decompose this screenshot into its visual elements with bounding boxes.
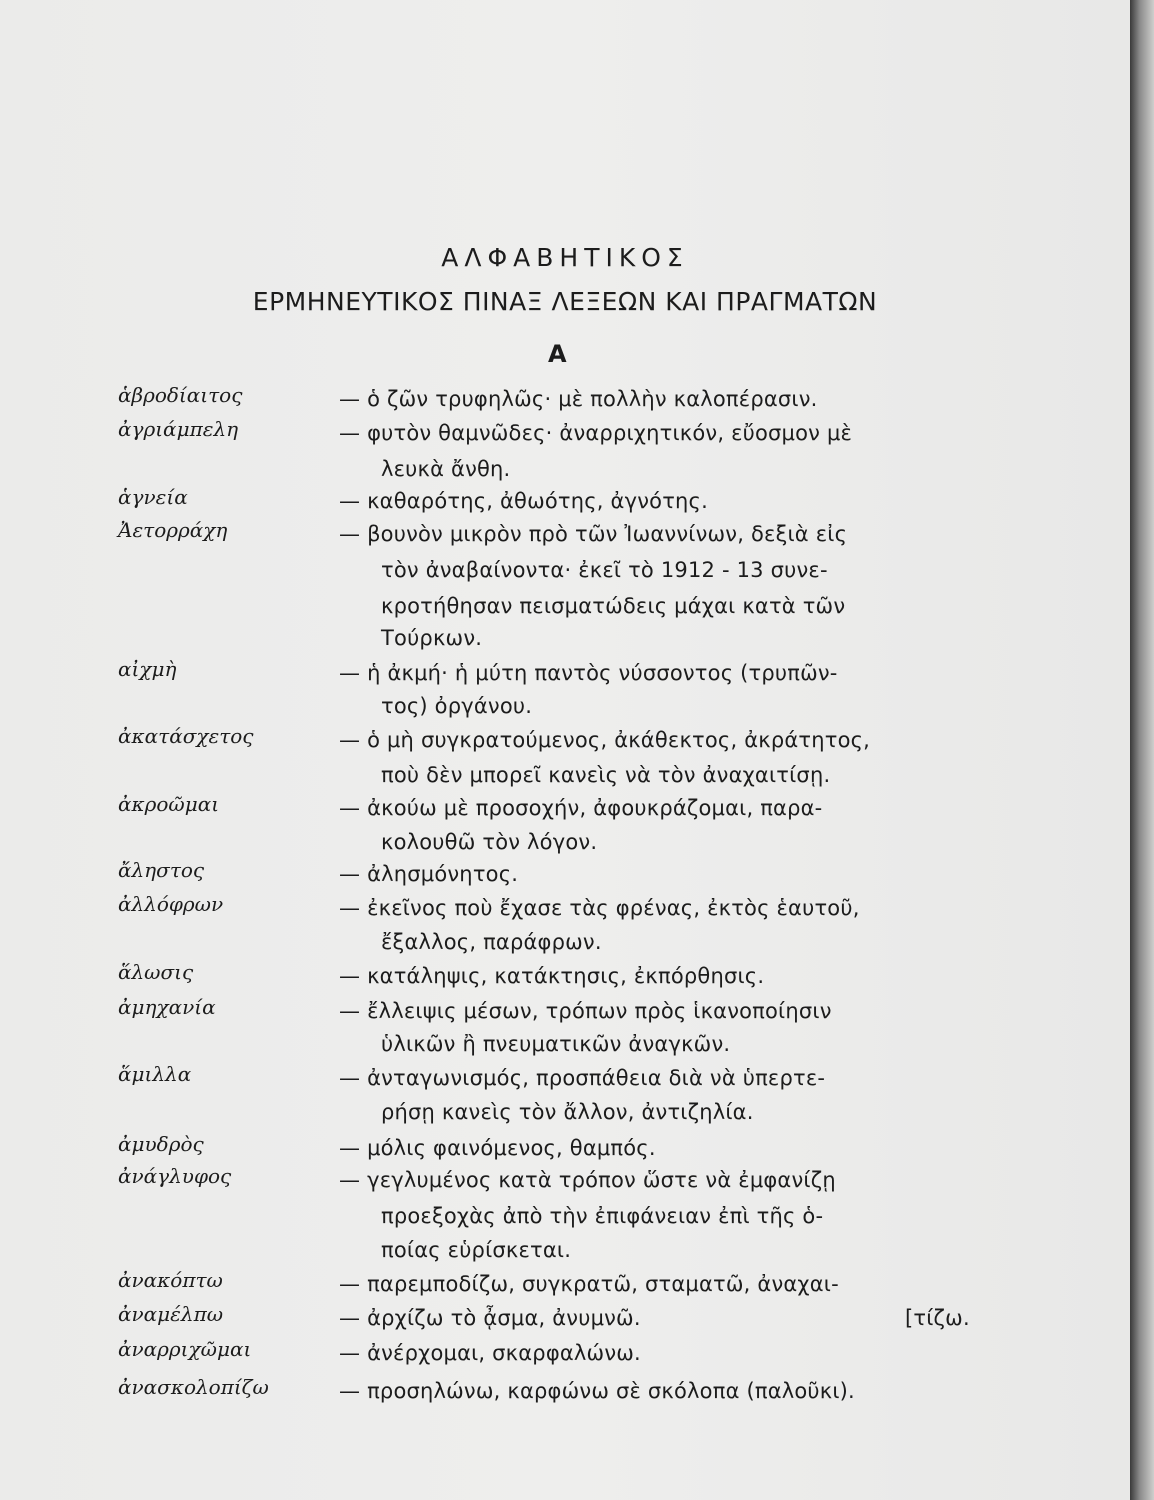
definition-line: — ἀνέρχομαι, σκαρφαλώνω.: [339, 1341, 641, 1365]
glossary-term: ἀγριάμπελη: [118, 417, 239, 441]
page-title: ΑΛΦΑΒΗΤΙΚΟΣ: [441, 243, 689, 272]
glossary-definition: [339, 1300, 899, 1336]
glossary-definition: [339, 1130, 969, 1166]
page-binding-edge: [1130, 0, 1154, 1500]
glossary-term: ἁγνεία: [118, 485, 188, 509]
glossary-term: ἀνασκολοπίζω: [118, 1375, 269, 1399]
section-letter: Α: [548, 340, 567, 368]
glossary-term: ἀκατάσχετος: [118, 724, 254, 748]
definition-line: ποίας εὑρίσκεται.: [381, 1238, 572, 1262]
page-subtitle: ΕΡΜΗΝΕΥΤΙΚΟΣ ΠΙΝΑΞ ΛΕΞΕΩΝ ΚΑΙ ΠΡΑΓΜΑΤΩΝ: [252, 287, 878, 316]
definition-line: τὸν ἀναβαίνοντα· ἐκεῖ τὸ 1912 - 13 συνε-: [381, 558, 828, 582]
glossary-definition: [339, 1373, 969, 1409]
definition-line: — ἐκεῖνος ποὺ ἔχασε τὰς φρένας, ἐκτὸς ἑαυτοῦ,: [339, 896, 860, 920]
glossary-term: ἀναμέλπω: [118, 1302, 224, 1326]
glossary-definition: [339, 890, 969, 926]
glossary-term: ἅμιλλα: [118, 1062, 192, 1086]
definition-line: — μόλις φαινόμενος, θαμπός.: [339, 1136, 656, 1160]
glossary-definition: [339, 958, 969, 994]
glossary-term: ἀμηχανία: [118, 995, 216, 1019]
glossary-definition: [339, 1266, 969, 1302]
definition-line: λευκὰ ἄνθη.: [381, 457, 511, 481]
glossary-definition: [339, 415, 969, 451]
glossary-term: ἀνάγλυφος: [118, 1164, 232, 1188]
definition-line: — καθαρότης, ἀθωότης, ἀγνότης.: [339, 489, 708, 513]
glossary-definition: [339, 856, 969, 892]
definition-line: — ἡ ἀκμή· ἡ μύτη παντὸς νύσσοντος (τρυπῶν-: [339, 661, 838, 685]
definition-line: — ἀρχίζω τὸ ᾆσμα, ἀνυμνῶ.: [339, 1306, 641, 1330]
glossary-definition: [339, 516, 969, 552]
glossary-definition: [339, 655, 969, 691]
glossary-term: ἅλωσις: [118, 960, 194, 984]
glossary-definition: [339, 993, 969, 1029]
definition-line: ὑλικῶν ἢ πνευματικῶν ἀναγκῶν.: [381, 1032, 731, 1056]
definition-line: — φυτὸν θαμνῶδες· ἀναρριχητικόν, εὔοσμον μὲ: [339, 421, 853, 445]
definition-line: — βουνὸν μικρὸν πρὸ τῶν Ἰωαννίνων, δεξιὰ εἰς: [339, 522, 848, 546]
glossary-definition: [339, 483, 969, 519]
glossary-term: ἀνακόπτω: [118, 1268, 223, 1292]
glossary-definition: [339, 1335, 969, 1371]
definition-line: τος) ὀργάνου.: [381, 694, 533, 718]
definition-line: — ἀνταγωνισμός, προσπάθεια διὰ νὰ ὑπερτε-: [339, 1066, 826, 1090]
definition-line: κολουθῶ τὸν λόγον.: [381, 830, 598, 854]
glossary-term: ἀμυδρὸς: [118, 1132, 204, 1156]
definition-line: — ἀλησμόνητος.: [339, 862, 519, 886]
definition-line: — γεγλυμένος κατὰ τρόπον ὥστε νὰ ἐμφανίζῃ: [339, 1168, 836, 1192]
definition-line: προεξοχὰς ἀπὸ τὴν ἐπιφάνειαν ἐπὶ τῆς ὁ-: [381, 1204, 824, 1228]
glossary-term: ἁβροδίαιτος: [118, 383, 243, 407]
definition-line: ρήσῃ κανεὶς τὸν ἄλλον, ἀντιζηλία.: [381, 1100, 754, 1124]
glossary-definition: [339, 790, 969, 826]
definition-line: — παρεμποδίζω, συγκρατῶ, σταματῶ, ἀναχαι-: [339, 1272, 839, 1296]
glossary-term: ἀναρριχῶμαι: [118, 1337, 252, 1361]
definition-line: κροτήθησαν πεισματώδεις μάχαι κατὰ τῶν: [381, 594, 846, 618]
glossary-term: ἄληστος: [118, 858, 205, 882]
definition-line: ἔξαλλος, παράφρων.: [381, 930, 602, 954]
glossary-definition: [339, 1162, 969, 1198]
definition-line: ποὺ δὲν μπορεῖ κανεὶς νὰ τὸν ἀναχαιτίσῃ.: [381, 763, 831, 787]
definition-line: — ἔλλειψις μέσων, τρόπων πρὸς ἱκανοποίησιν: [339, 999, 832, 1023]
definition-line: — προσηλώνω, καρφώνω σὲ σκόλοπα (παλοῦκι).: [339, 1379, 855, 1403]
definition-line-continuation: [τίζω.: [905, 1306, 970, 1330]
definition-line: — ὁ ζῶν τρυφηλῶς· μὲ πολλὴν καλοπέρασιν.: [339, 387, 818, 411]
glossary-definition: [339, 1060, 969, 1096]
definition-line: — ὁ μὴ συγκρατούμενος, ἀκάθεκτος, ἀκράτητος,: [339, 728, 871, 752]
definition-line: Τούρκων.: [381, 626, 483, 650]
glossary-term: ἀλλόφρων: [118, 892, 224, 916]
definition-line: — κατάληψις, κατάκτησις, ἐκπόρθησις.: [339, 964, 765, 988]
glossary-definition: [339, 722, 969, 758]
glossary-term: Ἀετορράχη: [118, 518, 228, 542]
glossary-term: αἰχμὴ: [118, 657, 177, 681]
glossary-term: ἀκροῶμαι: [118, 792, 220, 816]
glossary-definition: [339, 381, 969, 417]
definition-line: — ἀκούω μὲ προσοχήν, ἀφουκράζομαι, παρα-: [339, 796, 823, 820]
